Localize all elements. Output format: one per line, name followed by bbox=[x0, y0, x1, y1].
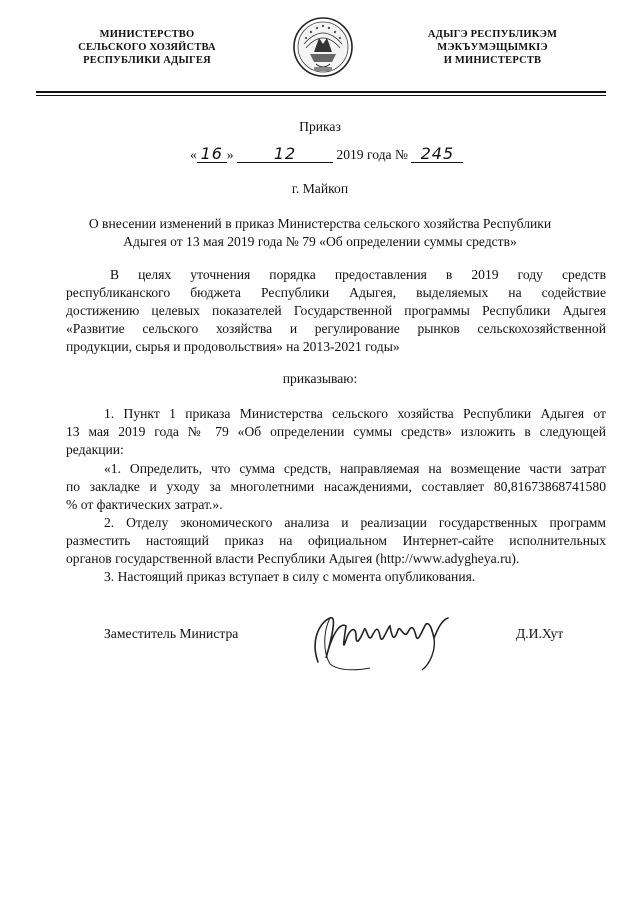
order-day: 16 bbox=[197, 145, 227, 163]
ministry-name-line: АДЫГЭ РЕСПУБЛИКЭМ bbox=[427, 29, 558, 40]
city: г. Майкоп bbox=[291, 181, 349, 196]
ministry-name-line: МЭКЪУМЭЩЫМКIЭ bbox=[437, 42, 548, 53]
item-line: % от фактических затрат.». bbox=[66, 497, 223, 512]
preamble-line: В целях уточнения порядка предоставления в 2019 году средств bbox=[110, 267, 606, 282]
coat-of-arms-icon bbox=[292, 14, 354, 80]
subject-line: О внесении изменений в приказ Министерства сельского хозяйства Республики bbox=[88, 216, 552, 231]
ministry-name-line: РЕСПУБЛИКИ АДЫГЕЯ bbox=[83, 55, 211, 66]
order-date-line bbox=[190, 145, 463, 163]
order-year: 2019 года № bbox=[336, 147, 408, 162]
header-rule-thick bbox=[36, 91, 606, 93]
item-line: редакции: bbox=[66, 442, 124, 457]
signatory-position: Заместитель Министра bbox=[104, 626, 239, 641]
item-line: разместить настоящий приказ на официальном Интернет-сайте исполнительных bbox=[66, 533, 606, 548]
order-title: Приказ bbox=[299, 119, 341, 134]
preamble-line: достижению целевых показателей Государственной программы Республики Адыгея bbox=[66, 303, 606, 318]
item-line: органов государственной власти Республики Адыгея (http://www.adygheya.ru). bbox=[66, 551, 520, 566]
order-number: 245 bbox=[411, 145, 463, 163]
ministry-name-russian bbox=[62, 28, 232, 67]
quote-close: » bbox=[226, 147, 234, 162]
preamble-line: республиканского бюджета Республики Адыгея, выделяемых на содействие bbox=[66, 285, 606, 300]
decree-word: приказываю: bbox=[282, 371, 358, 386]
subject-line: Адыгея от 13 мая 2019 года № 79 «Об определении суммы средств» bbox=[123, 234, 517, 249]
ministry-name-line: МИНИСТЕРСТВО bbox=[99, 29, 195, 40]
ministry-name-line: И МИНИСТЕРСТВ bbox=[443, 55, 542, 66]
item-line: 1. Пункт 1 приказа Министерства сельского хозяйства Республики Адыгея от bbox=[104, 406, 606, 421]
quote-open: « bbox=[190, 147, 197, 162]
item-line: по закладке и уходу за многолетними насаждениями, составляет 80,81673868741580 bbox=[66, 479, 606, 494]
item-line: «1. Определить, что сумма средств, направляемая на возмещение части затрат bbox=[104, 461, 606, 476]
header-rule-thin bbox=[36, 95, 606, 96]
signatory-name: Д.И.Хут bbox=[516, 626, 564, 641]
ministry-name-adyghe bbox=[405, 28, 580, 67]
preamble-line: «Развитие сельского хозяйства и регулирование рынков сельскохозяйственной bbox=[66, 321, 606, 336]
ministry-name-line: СЕЛЬСКОГО ХОЗЯЙСТВА bbox=[78, 42, 216, 53]
order-month: 12 bbox=[237, 145, 333, 163]
item-line: 2. Отделу экономического анализа и реализации государственных программ bbox=[104, 515, 606, 530]
preamble-line: продукции, сырья и продовольствия» на 2013-2021 годы» bbox=[66, 339, 400, 354]
item-line: 13 мая 2019 года № 79 «Об определении суммы средств» изложить в следующей bbox=[66, 424, 606, 439]
item-line: 3. Настоящий приказ вступает в силу с момента опубликования. bbox=[104, 569, 476, 584]
handwritten-signature bbox=[300, 600, 465, 680]
